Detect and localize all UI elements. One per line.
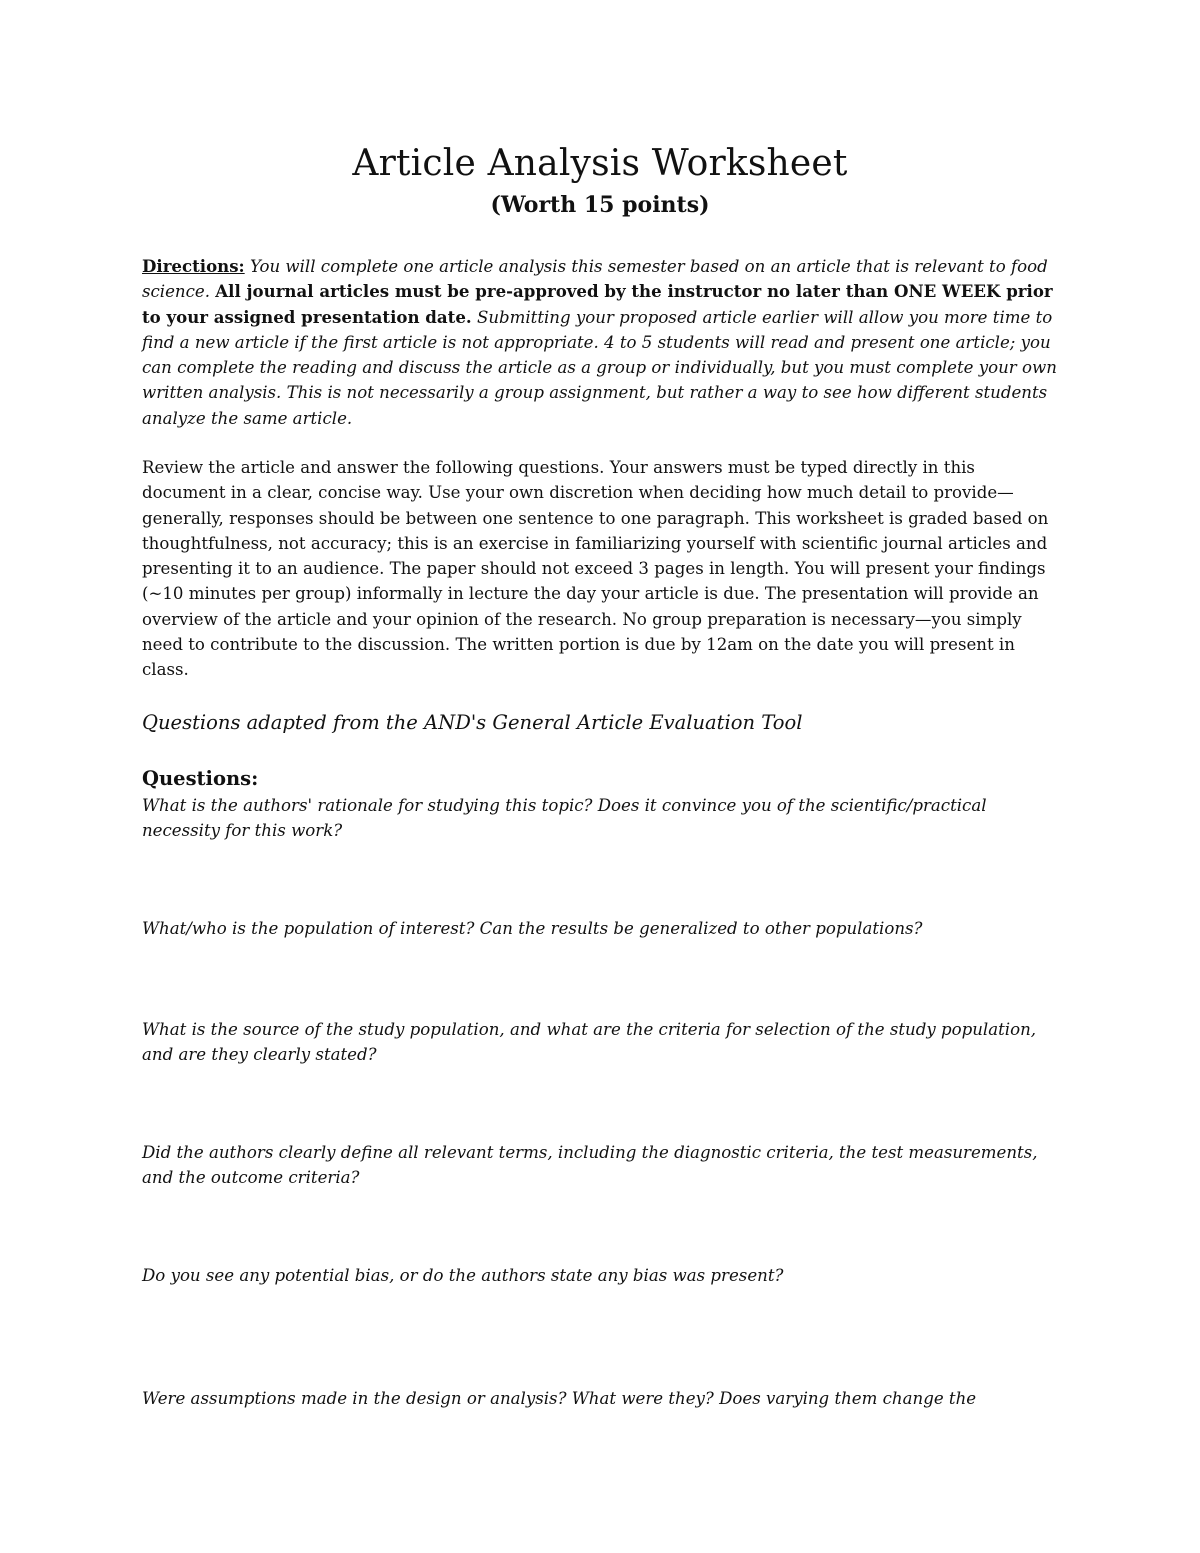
question-item: Did the authors clearly define all relevant terms, including the diagnostic criteria, the test measurements, and the outcome criteria?	[142, 1143, 1038, 1188]
review-paragraph: Review the article and answer the following questions. Your answers must be typed directly in this document in a clear, concise way. Use your own discretion when deciding how much detail to provide—generally, responses should be between one sentence to one paragraph. This worksheet is graded based on thoughtfulness, not accuracy; this is an exercise in familiarizing yourself with scientific journal articles and presenting it to an audience. The paper should not exceed 3 pages in length. You will present your findings (~10 minutes per group) informally in lecture the day your article is due. The presentation will provide an overview of the article and your opinion of the research. No group preparation is necessary—you simply need to contribute to the discussion. The written portion is due by 12am on the date you will present in class.	[142, 458, 1049, 680]
directions-text-2: Submitting your proposed article earlier will allow you more time to find a new article if the first article is not appropriate. 4 to 5 students will read and present one article; you can complete the reading and discuss the article as a group or individually, but you must complete your own written analysis. This is not necessarily a group assignment, but rather a way to see how different students analyze the same article.	[142, 307, 1057, 428]
directions-label: Directions:	[142, 256, 245, 276]
question-item: What/who is the population of interest? Can the results be generalized to other populations?	[142, 919, 923, 938]
adapted-note: Questions adapted from the AND's General Article Evaluation Tool	[142, 711, 803, 734]
questions-heading: Questions:	[142, 767, 259, 790]
question-item: Were assumptions made in the design or analysis? What were they? Does varying them change the	[142, 1389, 977, 1408]
directions-bold-text: All journal articles must be pre-approved by the instructor no later than ONE WEEK prior to your assigned presentation date.	[142, 281, 1053, 327]
directions-paragraph	[142, 254, 1062, 431]
directions-text-1: You will complete one article analysis this semester based on an article that is relevant to food science.	[142, 257, 1048, 302]
question-item: What is the source of the study population, and what are the criteria for selection of the study population, and are they clearly stated?	[142, 1020, 1037, 1065]
question-item: Do you see any potential bias, or do the authors state any bias was present?	[142, 1266, 784, 1285]
question-item: What is the authors' rationale for studying this topic? Does it convince you of the scientific/practical necessity for this work?	[142, 796, 987, 841]
page-subtitle: (Worth 15 points)	[490, 192, 710, 218]
page-title: Article Analysis Worksheet	[352, 143, 848, 184]
